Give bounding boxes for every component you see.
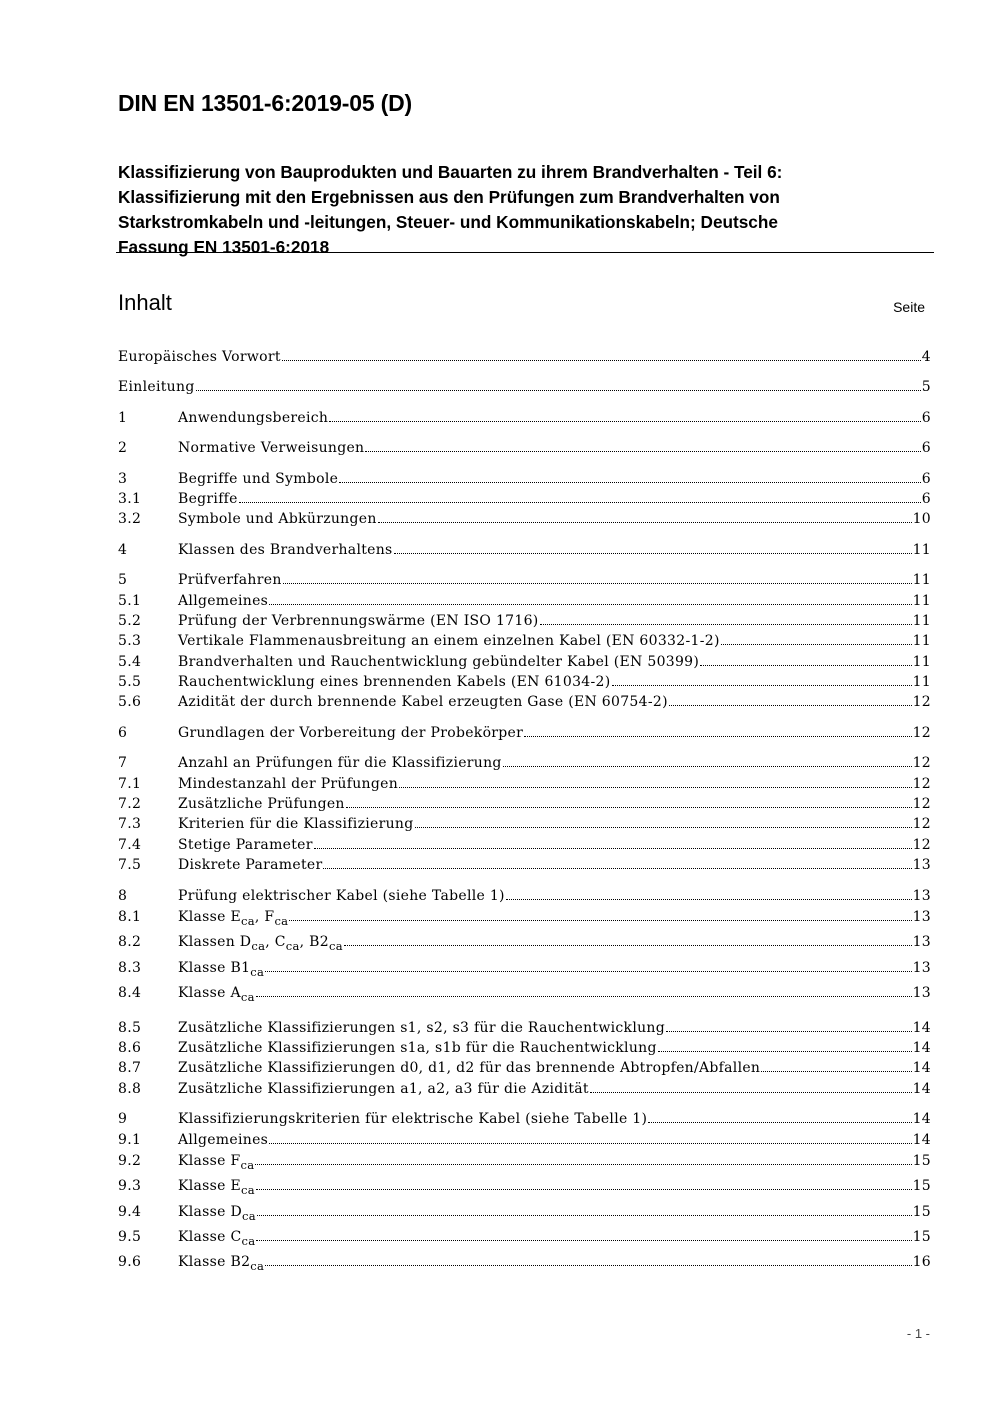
table-of-contents [118,347,931,1277]
toc-entry[interactable] [118,438,931,458]
title-part: Klasse B2 [178,1254,251,1271]
toc-entry-page: 12 [912,694,931,711]
toc-entry-title: Allgemeines [178,1131,269,1148]
toc-entry-page: 13 [912,887,931,904]
toc-entry-number: 8.7 [118,1060,142,1077]
toc-entry[interactable] [118,570,931,590]
toc-dot-leader [365,451,920,452]
toc-dot-leader [506,899,912,900]
toc-dot-leader [255,1164,911,1165]
toc-dot-leader [346,807,912,808]
toc-entry-title: Klassen des Brandverhaltens [178,541,393,558]
toc-entry-number: 3 [118,470,128,487]
toc-entry-page: 14 [912,1111,931,1128]
toc-entry-number: 8.4 [118,985,142,1002]
toc-heading: Inhalt [118,290,172,315]
toc-entry-page: 13 [912,959,931,976]
toc-dot-leader [524,736,911,737]
toc-entry-page: 11 [912,633,931,650]
document-id: DIN EN 13501-6:2019-05 (D) [118,90,412,116]
toc-dot-leader [700,665,911,666]
toc-entry-number: 5.2 [118,612,142,629]
toc-entry[interactable] [118,1150,931,1175]
toc-entry-number: 7.3 [118,816,142,833]
toc-entry-number: 5.4 [118,653,142,670]
toc-entry[interactable] [118,886,931,906]
subscript: ca [250,964,265,979]
toc-entry[interactable] [118,931,931,956]
toc-entry[interactable] [118,723,931,743]
toc-entry-page: 4 [921,349,931,365]
toc-entry-number: 9.2 [118,1152,142,1169]
toc-entry-title [178,982,255,1004]
toc-dot-leader [329,421,921,422]
toc-entry[interactable] [118,1226,931,1251]
toc-entry-number: 5 [118,572,128,589]
toc-entry-number: 5.6 [118,694,142,711]
toc-entry-title [178,931,343,953]
toc-entry-number: 9.1 [118,1131,142,1148]
toc-entry-page: 6 [921,470,931,487]
toc-entry[interactable] [118,1201,931,1226]
title-part: Klassen D [178,934,252,951]
toc-entry-page: 10 [912,511,931,528]
toc-entry-page: 11 [912,592,931,609]
toc-entry-title: Symbole und Abkürzungen [178,511,377,528]
toc-entry[interactable] [118,855,931,875]
toc-entry-page: 15 [912,1229,931,1246]
toc-dot-leader [590,1092,912,1093]
toc-entry[interactable] [118,347,931,367]
toc-entry-number: 8.2 [118,934,142,951]
toc-entry-page: 6 [921,409,931,426]
toc-entry-page: 6 [921,440,931,457]
toc-entry-title: Zusätzliche Prüfungen [178,796,345,813]
toc-entry-page: 12 [912,755,931,772]
toc-entry-page: 13 [912,934,931,951]
document-title [118,160,918,260]
toc-entry-number: 7.2 [118,796,142,813]
toc-dot-leader [269,604,911,605]
toc-entry-number: 7.4 [118,836,142,853]
title-line: Klassifizierung von Bauprodukten und Bauarten zu ihrem Brandverhalten - Teil 6: [118,162,783,182]
toc-entry-page: 12 [912,796,931,813]
toc-entry[interactable] [118,1038,931,1058]
toc-dot-leader [265,971,911,972]
toc-entry-title [178,1251,264,1273]
toc-entry-page: 16 [912,1254,931,1271]
toc-entry-page: 14 [912,1131,931,1148]
toc-entry[interactable] [118,1175,931,1200]
toc-entry[interactable] [118,469,931,489]
toc-entry[interactable] [118,611,931,631]
toc-dot-leader [612,685,912,686]
toc-entry-page: 13 [912,857,931,874]
toc-entry-title: Prüfverfahren [178,572,282,589]
toc-entry-title [178,1201,256,1223]
toc-entry-number: 8 [118,887,128,904]
toc-entry-number: 8.6 [118,1039,142,1056]
toc-entry-page: 15 [912,1178,931,1195]
toc-entry[interactable] [118,509,931,529]
toc-entry-page: 14 [912,1080,931,1097]
title-part: Klasse D [178,1203,243,1220]
toc-dot-leader [269,1143,911,1144]
subscript: ca [241,1234,256,1249]
title-part: Klasse A [178,985,241,1002]
toc-entry-number: 9 [118,1111,128,1128]
toc-entry-page: 15 [912,1203,931,1220]
toc-entry-page: 12 [912,775,931,792]
subscript: ca [285,939,300,954]
toc-entry[interactable] [118,540,931,560]
toc-entry-number: 2 [118,440,128,457]
toc-entry-title: Normative Verweisungen [178,440,365,457]
toc-entry-page: 14 [912,1019,931,1036]
toc-entry-title: Prüfung der Verbrennungswärme (EN ISO 1716) [178,612,539,629]
title-part: Klasse B1 [178,959,251,976]
toc-entry-number: 9.5 [118,1229,142,1246]
toc-entry-number: 5.1 [118,592,142,609]
toc-entry-title [178,1150,254,1172]
toc-entry-title: Diskrete Parameter [178,857,323,874]
toc-entry-page: 11 [912,541,931,558]
toc-dot-leader [339,482,921,483]
toc-entry-title [178,957,264,979]
toc-entry[interactable] [118,377,931,397]
toc-dot-leader [344,945,912,946]
title-part: , B2 [299,934,329,951]
toc-dot-leader [415,827,912,828]
toc-entry-title [178,1175,255,1197]
toc-entry-number: 8.8 [118,1080,142,1097]
toc-entry[interactable] [118,982,931,1007]
toc-entry-page: 11 [912,572,931,589]
toc-entry-title: Stetige Parameter [178,836,313,853]
title-line: Fassung EN 13501-6:2018 [118,237,330,257]
toc-dot-leader [669,705,912,706]
toc-page-label: Seite [893,299,925,315]
toc-entry-page: 13 [912,985,931,1002]
toc-entry-title [178,906,288,928]
toc-entry-number: 5.3 [118,633,142,650]
toc-entry-page: 12 [912,816,931,833]
toc-entry-page: 5 [921,379,931,396]
toc-entry-title: Anwendungsbereich [178,409,329,426]
toc-entry[interactable] [118,906,931,931]
toc-entry-number: 4 [118,541,128,558]
toc-entry-title: Mindestanzahl der Prüfungen [178,775,399,792]
toc-dot-leader [239,502,921,503]
title-line: Starkstromkabeln und -leitungen, Steuer- und Kommunikationskabeln; Deutsche [118,212,778,232]
toc-entry[interactable] [118,753,931,773]
toc-entry[interactable] [118,692,931,712]
toc-entry-number: 1 [118,409,128,426]
toc-entry[interactable] [118,957,931,982]
toc-entry[interactable] [118,672,931,692]
toc-entry-title: Begriffe und Symbole [178,470,339,487]
toc-entry-title: Zusätzliche Klassifizierungen s1a, s1b für die Rauchentwicklung [178,1039,657,1056]
toc-entry[interactable] [118,408,931,428]
toc-entry-number: 7.5 [118,857,142,874]
title-part: , F [254,908,275,925]
toc-dot-leader [721,644,912,645]
toc-entry[interactable] [118,1018,931,1038]
toc-entry-number: 8.1 [118,908,142,925]
toc-entry-page: 14 [912,1039,931,1056]
toc-entry-number: 7.1 [118,775,142,792]
toc-entry-page: 13 [912,908,931,925]
toc-entry[interactable] [118,489,931,509]
toc-entry-number: 9.4 [118,1203,142,1220]
toc-entry-page: 6 [921,490,931,507]
toc-entry[interactable] [118,631,931,651]
toc-entry-title: Vertikale Flammenausbreitung an einem einzelnen Kabel (EN 60332-1-2) [178,633,720,650]
title-divider [116,252,934,253]
toc-dot-leader [761,1071,911,1072]
toc-dot-leader [314,848,912,849]
toc-entry-title [178,1226,255,1248]
page-number: - 1 - [906,1326,930,1341]
toc-entry-title: Allgemeines [178,592,269,609]
toc-entry[interactable] [118,652,931,672]
toc-entry-number: 7 [118,755,128,772]
toc-entry-number: 9.6 [118,1254,142,1271]
toc-dot-leader [257,1215,912,1216]
toc-entry-page: 11 [912,653,931,670]
toc-entry-title: Zusätzliche Klassifizierungen d0, d1, d2 für das brennende Abtropfen/Abfallen [178,1060,761,1077]
toc-entry-page: 11 [912,674,931,691]
toc-entry-number: 3.1 [118,490,142,507]
subscript: ca [242,1208,256,1223]
title-part: Klasse C [178,1229,242,1246]
toc-entry[interactable] [118,1109,931,1129]
toc-entry-title: Klassifizierungskriterien für elektrische Kabel (siehe Tabelle 1) [178,1111,648,1128]
toc-entry[interactable] [118,794,931,814]
subscript: ca [240,990,255,1005]
toc-entry-title: Grundlagen der Vorbereitung der Probekörper [178,724,524,741]
toc-entry-title: Zusätzliche Klassifizierungen a1, a2, a3 für die Azidität [178,1080,589,1097]
toc-entry[interactable] [118,1058,931,1078]
toc-entry-title: Azidität der durch brennende Kabel erzeugten Gase (EN 60754-2) [178,694,668,711]
toc-entry-title: Anzahl an Prüfungen für die Klassifizierung [178,755,502,772]
toc-entry[interactable] [118,835,931,855]
toc-dot-leader [256,1240,911,1241]
toc-entry[interactable] [118,1079,931,1099]
toc-dot-leader [265,1265,911,1266]
toc-entry-page: 14 [912,1060,931,1077]
toc-entry-title: Begriffe [178,490,238,507]
toc-entry-title: Kriterien für die Klassifizierung [178,816,414,833]
subscript: ca [240,1157,255,1172]
toc-dot-leader [503,766,912,767]
toc-entry-page: 15 [912,1152,931,1169]
toc-entry-title: Einleitung [118,379,195,396]
toc-entry-number: 6 [118,724,128,741]
toc-dot-leader [394,553,912,554]
toc-dot-leader [289,920,911,921]
toc-dot-leader [196,390,921,391]
toc-entry[interactable] [118,591,931,611]
subscript: ca [274,913,289,928]
toc-dot-leader [256,1189,912,1190]
subscript: ca [251,939,266,954]
title-line: Klassifizierung mit den Ergebnissen aus den Prüfungen zum Brandverhalten von [118,187,780,207]
toc-entry-number: 3.2 [118,511,142,528]
toc-entry-number: 5.5 [118,674,142,691]
toc-dot-leader [256,996,912,997]
toc-entry-page: 11 [912,612,931,629]
title-part: , C [265,934,286,951]
toc-dot-leader [658,1051,912,1052]
subscript: ca [250,1259,265,1274]
toc-entry-page: 12 [912,724,931,741]
subscript: ca [328,939,343,954]
toc-entry-number: 9.3 [118,1178,142,1195]
toc-entry-title: Europäisches Vorwort [118,349,281,365]
toc-entry-page: 12 [912,836,931,853]
subscript: ca [241,913,255,928]
toc-entry[interactable] [118,1130,931,1150]
toc-dot-leader [666,1031,912,1032]
toc-entry-number: 8.3 [118,959,142,976]
toc-entry-title: Brandverhalten und Rauchentwicklung gebündelter Kabel (EN 50399) [178,653,700,670]
subscript: ca [241,1183,255,1198]
toc-dot-leader [282,360,921,361]
toc-entry[interactable] [118,1251,931,1276]
toc-dot-leader [648,1122,911,1123]
toc-entry-title: Rauchentwicklung eines brennenden Kabels (EN 61034-2) [178,674,611,691]
title-part: Klasse F [178,1152,241,1169]
title-part: Klasse E [178,908,242,925]
toc-dot-leader [283,583,912,584]
toc-entry-title: Zusätzliche Klassifizierungen s1, s2, s3 für die Rauchentwicklung [178,1019,666,1036]
toc-dot-leader [378,522,912,523]
toc-entry[interactable] [118,774,931,794]
toc-dot-leader [540,624,912,625]
toc-entry[interactable] [118,814,931,834]
toc-entry-title: Prüfung elektrischer Kabel (siehe Tabelle 1) [178,887,505,904]
toc-dot-leader [399,787,912,788]
title-part: Klasse E [178,1178,242,1195]
toc-entry-number: 8.5 [118,1019,142,1036]
toc-dot-leader [323,868,911,869]
